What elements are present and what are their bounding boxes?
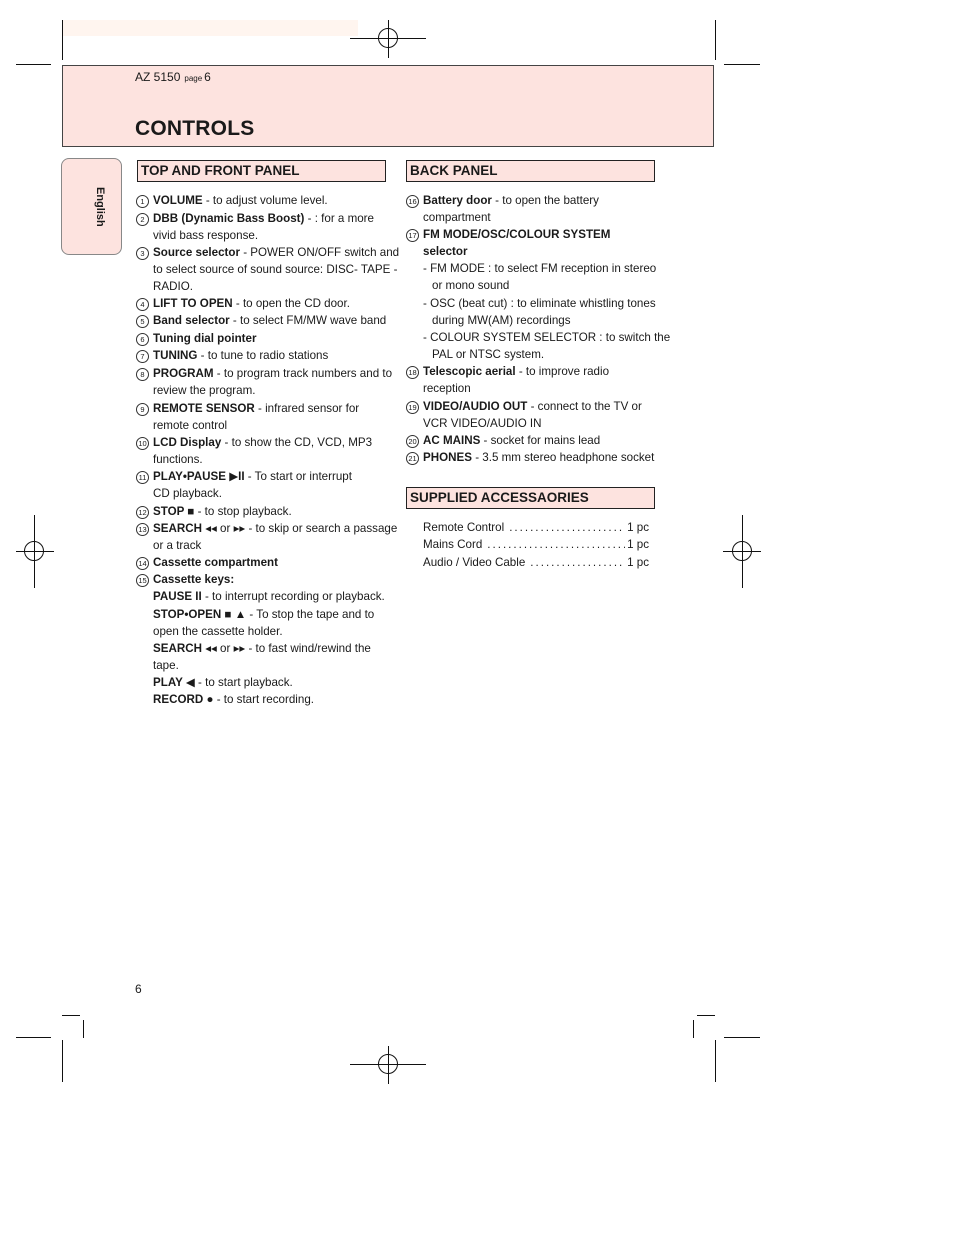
control-item-10: 10 LCD Display - to show the CD, VCD, MP3 functions.: [153, 434, 372, 468]
crop-mark: [83, 1020, 84, 1038]
control-item-14: 14 Cassette compartment: [153, 554, 278, 571]
control-item-2: 2 DBB (Dynamic Bass Boost) - : for a more vivid bass response.: [153, 210, 374, 244]
control-item-17: 17 FM MODE/OSC/COLOUR SYSTEM selector: [423, 226, 610, 260]
crop-mark: [715, 20, 716, 60]
cassette-key-record: RECORD ● - to start recording.: [153, 693, 314, 706]
control-item-12: 12 STOP ■ - to stop playback.: [153, 503, 292, 520]
control-item-15: 15 Cassette keys:: [153, 571, 234, 588]
registration-mark: [24, 541, 44, 561]
language-tab: [61, 158, 122, 255]
control-item-16: 16 Battery door - to open the battery compartment: [423, 192, 599, 226]
cassette-key-search: SEARCH ◂◂ or ▸▸ - to fast wind/rewind the tape.: [153, 642, 371, 672]
control-item-7: 7 TUNING - to tune to radio stations: [153, 347, 328, 364]
osc-note: - OSC (beat cut) : to eliminate whistling tones during MW(AM) recordings: [423, 297, 656, 327]
control-item-5: 5 Band selector - to select FM/MW wave band: [153, 312, 386, 329]
registration-mark: [378, 28, 398, 48]
section-heading-back: BACK PANEL: [406, 160, 655, 182]
accessory-row: Mains Cord ..... 1 pc: [423, 536, 649, 553]
crop-mark: [16, 64, 51, 65]
control-item-20: 20 AC MAINS - socket for mains lead: [423, 432, 600, 449]
control-item-18: 18 Telescopic aerial - to improve radio reception: [423, 363, 609, 397]
cassette-key-play: PLAY ◀ - to start playback.: [153, 676, 293, 689]
crop-mark: [724, 64, 760, 65]
control-item-3: 3 Source selector - POWER ON/OFF switch and to select source of sound source: DISC- TAPE - RADIO.: [153, 244, 399, 295]
page-title: CONTROLS: [135, 117, 255, 140]
page-number: 6: [135, 982, 142, 996]
control-item-19: 19 VIDEO/AUDIO OUT - connect to the TV or VCR VIDEO/AUDIO IN: [423, 398, 642, 432]
model-label: AZ 5150 page 6: [135, 70, 211, 84]
crop-mark: [693, 1020, 694, 1038]
crop-mark: [62, 1040, 63, 1082]
crop-mark: [16, 1037, 51, 1038]
crop-mark: [62, 1015, 80, 1016]
control-item-6: 6 Tuning dial pointer: [153, 330, 256, 347]
control-item-11: 11 PLAY•PAUSE ▶II - To start or interrupt CD playback.: [153, 468, 352, 502]
colour-system-note: - COLOUR SYSTEM SELECTOR : to switch the PAL or NTSC system.: [423, 331, 671, 361]
control-item-8: 8 PROGRAM - to program track numbers and to review the program.: [153, 365, 392, 399]
color-strip: [63, 20, 358, 36]
cassette-key-pause: PAUSE II - to interrupt recording or playback.: [153, 590, 385, 603]
cassette-key-stop-open: STOP•OPEN ■ ▲ - To stop the tape and to open the cassette holder.: [153, 608, 375, 638]
accessory-row: Audio / Video Cable ..... 1 pc: [423, 554, 649, 571]
fm-mode-note: - FM MODE : to select FM reception in stereo or mono sound: [423, 262, 657, 292]
accessory-row: Remote Control ..... 1 pc: [423, 519, 649, 536]
control-item-1: 1 VOLUME - to adjust volume level.: [153, 192, 328, 209]
registration-mark: [378, 1054, 398, 1074]
crop-mark: [715, 1040, 716, 1082]
section-heading-top-front: TOP AND FRONT PANEL: [137, 160, 386, 182]
control-item-9: 9 REMOTE SENSOR - infrared sensor for remote control: [153, 400, 359, 434]
section-heading-accessories: SUPPLIED ACCESSAORIES: [406, 487, 655, 509]
registration-mark: [732, 541, 752, 561]
control-item-21: 21 PHONES - 3.5 mm stereo headphone socket: [423, 449, 654, 466]
language-tab-label: English: [94, 187, 106, 227]
crop-mark: [697, 1015, 715, 1016]
control-item-4: 4 LIFT TO OPEN - to open the CD door.: [153, 295, 350, 312]
control-item-13: 13 SEARCH ◂◂ or ▸▸ - to skip or search a passage or a track: [153, 520, 397, 554]
crop-mark: [724, 1037, 760, 1038]
